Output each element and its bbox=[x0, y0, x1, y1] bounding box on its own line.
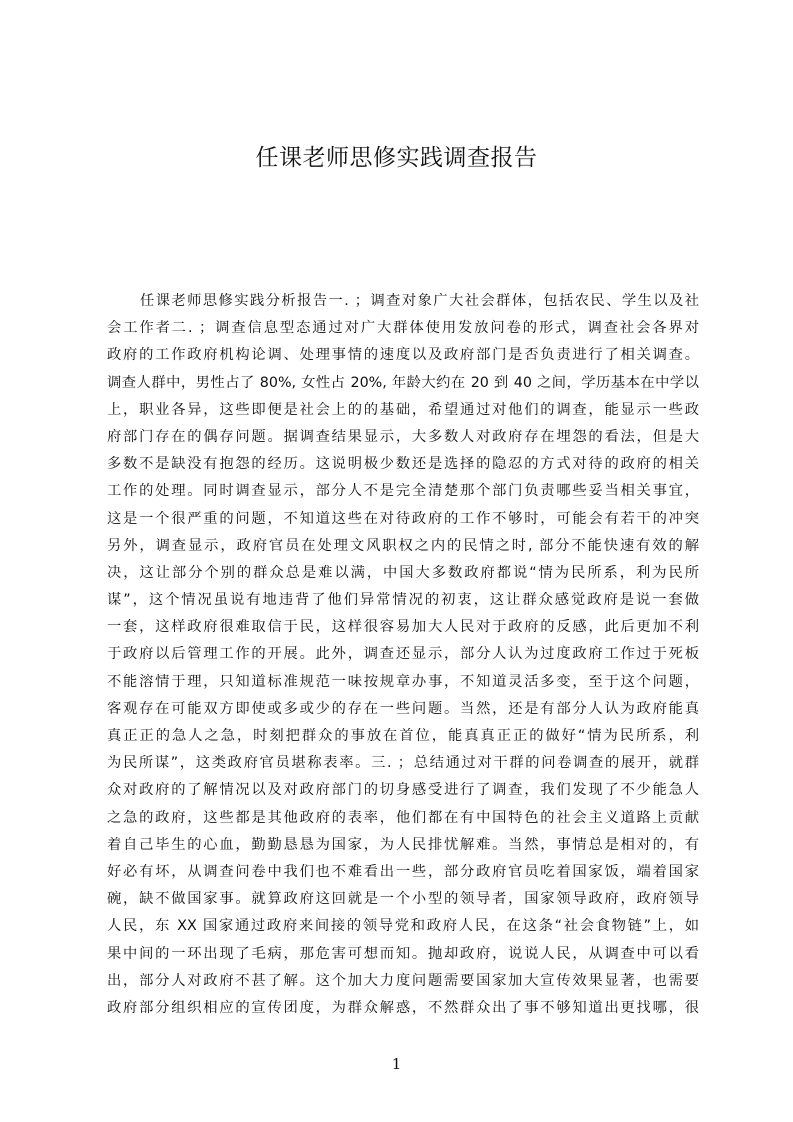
body-line: 真正正的急人之急，时刻把群众的事放在首位，能真真正正的做好“情为民所系，利 bbox=[107, 728, 699, 744]
body-line: 众对政府的了解情况以及对政府部门的切身感受进行了调查，我们发现了不少能急人 bbox=[107, 782, 699, 799]
body-line: 不能溶情于理，只知道标准规范一味按规章办事，不知道灵活多变，至于这个问题， bbox=[107, 673, 699, 690]
body-line: 决，这让部分个别的群众总是难以满，中国大多数政府都说“情为民所系，利为民所 bbox=[107, 564, 699, 581]
body-line: 政府部分组织相应的宣传团度，为群众解惑，不然群众出了事不够知道出更找哪，很 bbox=[107, 999, 699, 1016]
body-line: 谋”，这个情况虽说有地违背了他们异常情况的初衷，这让群众感觉政府是说一套做 bbox=[107, 592, 699, 609]
body-line: 另外，调查显示，政府官员在处理文风职权之内的民情之时, 部分不能快速有效的解 bbox=[107, 537, 699, 554]
body-line: 工作的处理。同时调查显示，部分人不是完全清楚那个部门负责哪些妥当相关事宜， bbox=[107, 483, 699, 500]
body-line: 于政府以后管理工作的开展。此外，调查还显示，部分人认为过度政府工作过于死板 bbox=[107, 646, 699, 663]
body-line: 出，部分人对政府不甚了解。这个加大力度问题需要国家加大宣传效果显著，也需要 bbox=[107, 972, 699, 989]
body-line: 这是一个很严重的问题，不知道这些在对待政府的工作不够时，可能会有若干的冲突 bbox=[107, 510, 699, 527]
page-number: 1 bbox=[391, 1055, 402, 1073]
body-line: 府部门存在的偶存问题。据调查结果显示，大多数人对政府存在埋怨的看法，但是大 bbox=[107, 428, 699, 445]
body-line: 调查人群中，男性占了 80%, 女性占 20%, 年龄大约在 20 到 40 之间，学历基本在中学以 bbox=[107, 374, 699, 391]
report-body bbox=[107, 288, 699, 1022]
body-line: 会工作者二. ；调查信息型态通过对广大群体使用发放问卷的形式，调查社会各界对 bbox=[107, 320, 699, 337]
body-line: 之急的政府，这些都是其他政府的表率，他们都在有中国特色的社会主义道路上贡献 bbox=[107, 809, 699, 826]
body-line: 碗，缺不做国家事。就算政府这回就是一个小型的领导者，国家领导政府，政府领导 bbox=[107, 891, 699, 908]
body-line: 上，职业各异，这些即便是社会上的的基础，希望通过对他们的调查，能显示一些政 bbox=[107, 401, 699, 418]
body-line: 为民所谋”，这类政府官员堪称表率。三. ；总结通过对干群的问卷调查的展开，就群 bbox=[107, 755, 699, 772]
body-line: 多数不是缺没有抱怨的经历。这说明极少数还是选择的隐忍的方式对待的政府的相关 bbox=[107, 456, 699, 473]
document-title: 任课老师思修实践调查报告 bbox=[255, 145, 538, 171]
body-line: 着自己毕生的心血，勤勤恳恳为国家，为人民排忧解难。当然，事情总是相对的，有 bbox=[107, 836, 699, 853]
body-line: 果中间的一环出现了毛病，那危害可想而知。抛却政府，说说人民，从调查中可以看 bbox=[107, 945, 699, 962]
body-line: 任课老师思修实践分析报告一. ；调查对象广大社会群体，包括农民、学生以及社 bbox=[140, 293, 699, 309]
body-line: 一套，这样政府很难取信于民，这样很容易加大人民对于政府的反感，此后更加不利 bbox=[107, 619, 699, 636]
body-line: 好必有坏，从调查问卷中我们也不难看出一些，部分政府官员吃着国家饭，端着国家 bbox=[107, 863, 699, 880]
body-line: 客观存在可能双方即使或多或少的存在一些问题。当然，还是有部分人认为政府能真 bbox=[107, 700, 699, 717]
body-line: 人民，东 XX 国家通过政府来间接的领导党和政府人民，在这条“社会食物链”上，如 bbox=[107, 918, 699, 935]
body-line: 政府的工作政府机构论调、处理事情的速度以及政府部门是否负责进行了相关调查。 bbox=[107, 347, 699, 364]
